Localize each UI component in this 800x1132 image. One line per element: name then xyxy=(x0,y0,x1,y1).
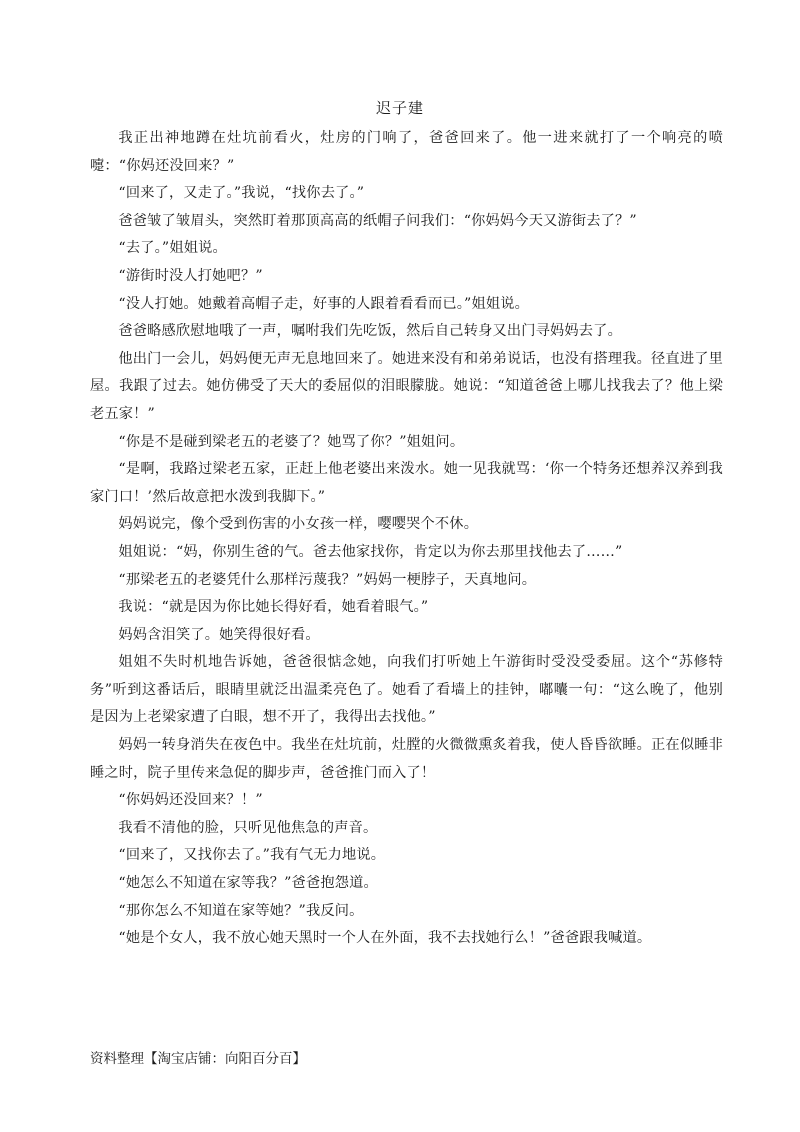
story-body xyxy=(90,125,723,953)
paragraph: “回来了，又找你去了。”我有气无力地说。 xyxy=(118,847,386,864)
paragraph: “那你怎么不知道在家等她？”我反问。 xyxy=(118,902,364,919)
paragraph: 爸爸略感欣慰地哦了一声，嘱咐我们先吃饭，然后自己转身又出门寻妈妈去了。 xyxy=(118,323,622,340)
paragraph: 我正出神地蹲在灶坑前看火，灶房的门响了，爸爸回来了。他一进来就打了一个响亮的喷嚏：“你妈还没回来？” xyxy=(90,130,723,174)
paragraph: 妈妈说完，像个受到伤害的小女孩一样，嘤嘤哭个不休。 xyxy=(118,516,479,533)
paragraph: “你是不是碰到梁老五的老婆了？她骂了你？”姐姐问。 xyxy=(118,433,465,450)
paragraph: 姐姐说：“妈，你别生爸的气。爸去他家找你，肯定以为你去那里找他去了……” xyxy=(118,543,623,560)
author-name: 迟子建 xyxy=(375,99,424,117)
paragraph: 我说：“就是因为你比她长得好看，她看着眼气。” xyxy=(118,599,429,616)
paragraph: “没人打她。她戴着高帽子走，好事的人跟着看看而已。”姐姐说。 xyxy=(118,295,530,312)
paragraph: 妈妈含泪笑了。她笑得很好看。 xyxy=(118,626,320,643)
paragraph: “她是个女人，我不放心她天黑时一个人在外面，我不去找她行么！”爸爸跟我喊道。 xyxy=(118,930,652,947)
paragraph: 他出门一会儿，妈妈便无声无息地回来了。她进来没有和弟弟说话，也没有搭理我。径直进了里屋。我跟了过去。她仿佛受了天大的委屈似的泪眼朦胧。她说：“知道爸爸上哪儿找我去了？他上梁老五家！” xyxy=(90,350,723,422)
paragraph: “你妈妈还没回来？！” xyxy=(118,792,263,809)
paragraph: “她怎么不知道在家等我？”爸爸抱怨道。 xyxy=(118,875,378,892)
paragraph: 爸爸皱了皱眉头，突然盯着那顶高高的纸帽子问我们：“你妈妈今天又游街去了？” xyxy=(118,212,637,229)
paragraph: 妈妈一转身消失在夜色中。我坐在灶坑前，灶膛的火微微熏炙着我，使人昏昏欲睡。正在似睡非睡之时，院子里传来急促的脚步声，爸爸推门而入了！ xyxy=(90,737,723,781)
paragraph: 姐姐不失时机地告诉她，爸爸很惦念她，向我们打听她上午游街时受没受委屈。这个“苏修特务”听到这番话后，眼睛里就泛出温柔亮色了。她看了看墙上的挂钟，嘟囔一句：“这么晚了，他别是因为上老梁家遭了白眼，想不开了，我得出去找他。” xyxy=(90,654,723,726)
source-footer: 资料整理【淘宝店铺：向阳百分百】 xyxy=(90,1051,306,1067)
paragraph: “那梁老五的老婆凭什么那样污蔑我？”妈妈一梗脖子，天真地问。 xyxy=(118,571,537,588)
paragraph: “游街时没人打她吧？” xyxy=(118,267,263,284)
paragraph: 我看不清他的脸，只听见他焦急的声音。 xyxy=(118,819,378,836)
paragraph: “回来了，又走了。”我说，“找你去了。” xyxy=(118,185,365,202)
paragraph: “去了。”姐姐说。 xyxy=(118,240,227,257)
paragraph: “是啊，我路过梁老五家，正赶上他老婆出来泼水。她一见我就骂：‘你一个特务还想养汉养到我家门口！’然后故意把水泼到我脚下。” xyxy=(90,461,723,505)
